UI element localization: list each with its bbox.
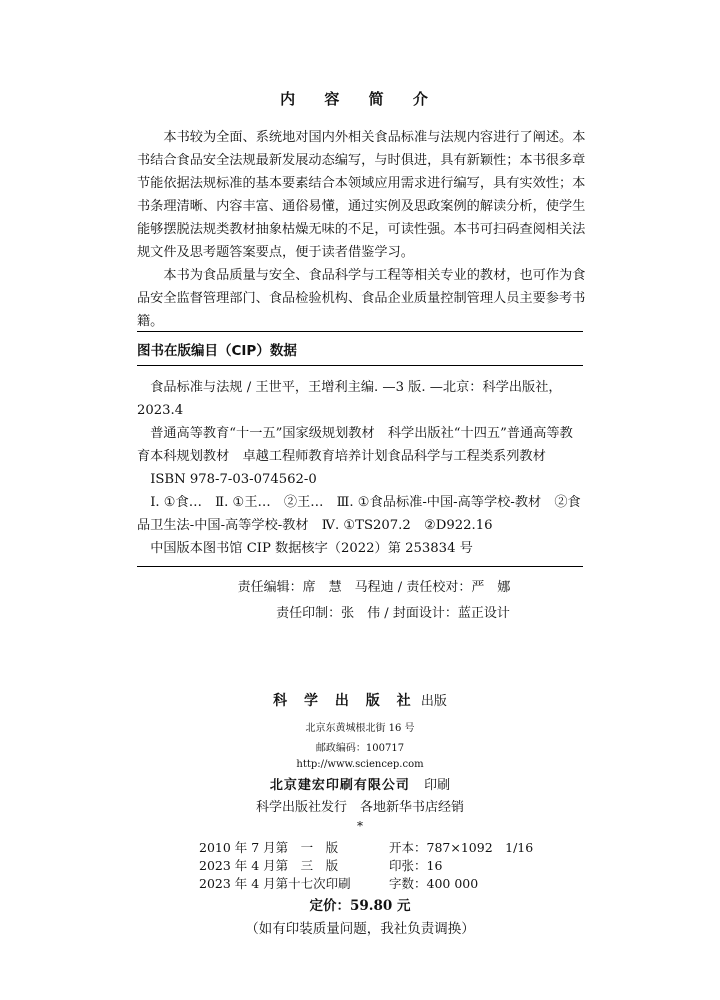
cip-verification: 中国版本图书馆 CIP 数据核字（2022）第 253834 号	[150, 541, 473, 556]
credits-block	[0, 575, 720, 627]
intro-paragraph-1: 本书较为全面、系统地对国内外相关食品标准与法规内容进行了阐述。本书结合食品安全法规最新发展动态编写，与时俱进，具有新颖性；本书很多章节能依据法规标准的基本要素结合本领域应用需求进行编写，具有实效性；本书条理清晰、内容丰富、通俗易懂，通过实例及思政案例的解读分析，使学生能够摆脱法规类教材抽象枯燥无味的不足，可读性强。本书可扫码查阅相关法规文件及思考题答案要点，便于读者借鉴学习。	[137, 130, 586, 260]
publisher-address: 北京东黄城根北街 16 号	[305, 723, 415, 734]
cip-heading: 图书在版编目（CIP）数据	[137, 343, 297, 359]
cip-body	[137, 366, 583, 566]
edition-date-2: 2023 年 4 月第 三 版	[199, 858, 339, 873]
edition-spec-2: 印张：16	[389, 858, 443, 873]
cip-bottom-rule	[137, 566, 583, 567]
intro-paragraph-2: 本书为食品质量与安全、食品科学与工程等相关专业的教材，也可作为食品安全监督管理部门、食品检验机构、食品企业质量控制管理人员主要参考书籍。	[137, 268, 586, 329]
credits-editors: 责任编辑：席 慧 马程迪 / 责任校对：严 娜	[237, 580, 511, 595]
publisher-postcode: 邮政编码：100717	[315, 743, 405, 754]
edition-spec-1: 开本：787×1092 1/16	[389, 840, 534, 855]
separator-star: *	[357, 819, 363, 833]
price: 定价：59.80 元	[309, 898, 411, 914]
edition-date-3: 2023 年 4 月第十七次印刷	[199, 876, 351, 891]
cip-series: 普通高等教育“十一五”国家级规划教材 科学出版社“十四五”普通高等教育本科规划教材 卓越工程师教育培养计划食品科学与工程类系列教材	[137, 426, 573, 464]
cip-entry: 食品标准与法规 / 王世平，王增利主编. —3 版. —北京：科学出版社，2023.4	[137, 380, 562, 418]
intro-section	[137, 126, 593, 333]
cip-block	[137, 331, 583, 567]
credits-production: 责任印制：张 伟 / 封面设计：蓝正设计	[276, 606, 510, 621]
page-title: 内 容 简 介	[280, 90, 440, 108]
quality-notice: （如有印装质量问题，我社负责调换）	[245, 921, 475, 937]
cip-isbn: ISBN 978-7-03-074562-0	[150, 472, 317, 487]
printer-name: 北京建宏印刷有限公司	[269, 778, 410, 793]
edition-spec-3: 字数：400 000	[389, 876, 479, 891]
cip-classification: Ⅰ. ①食… Ⅱ. ①王… ②王… Ⅲ. ①食品标准-中国-高等学校-教材 ②食品卫生法-中国-高等学校-教材 Ⅳ. ①TS207.2 ②D922.16	[137, 495, 581, 533]
printer-role: 印刷	[424, 778, 451, 793]
publisher-name: 科 学 出 版 社	[273, 693, 417, 709]
publisher-role: 出版	[420, 694, 447, 709]
edition-details	[199, 839, 533, 893]
edition-date-1: 2010 年 7 月第 一 版	[199, 840, 339, 855]
publisher-block	[0, 690, 720, 819]
distribution: 科学出版社发行 各地新华书店经销	[255, 800, 464, 815]
publisher-url: http://www.sciencep.com	[296, 759, 424, 770]
